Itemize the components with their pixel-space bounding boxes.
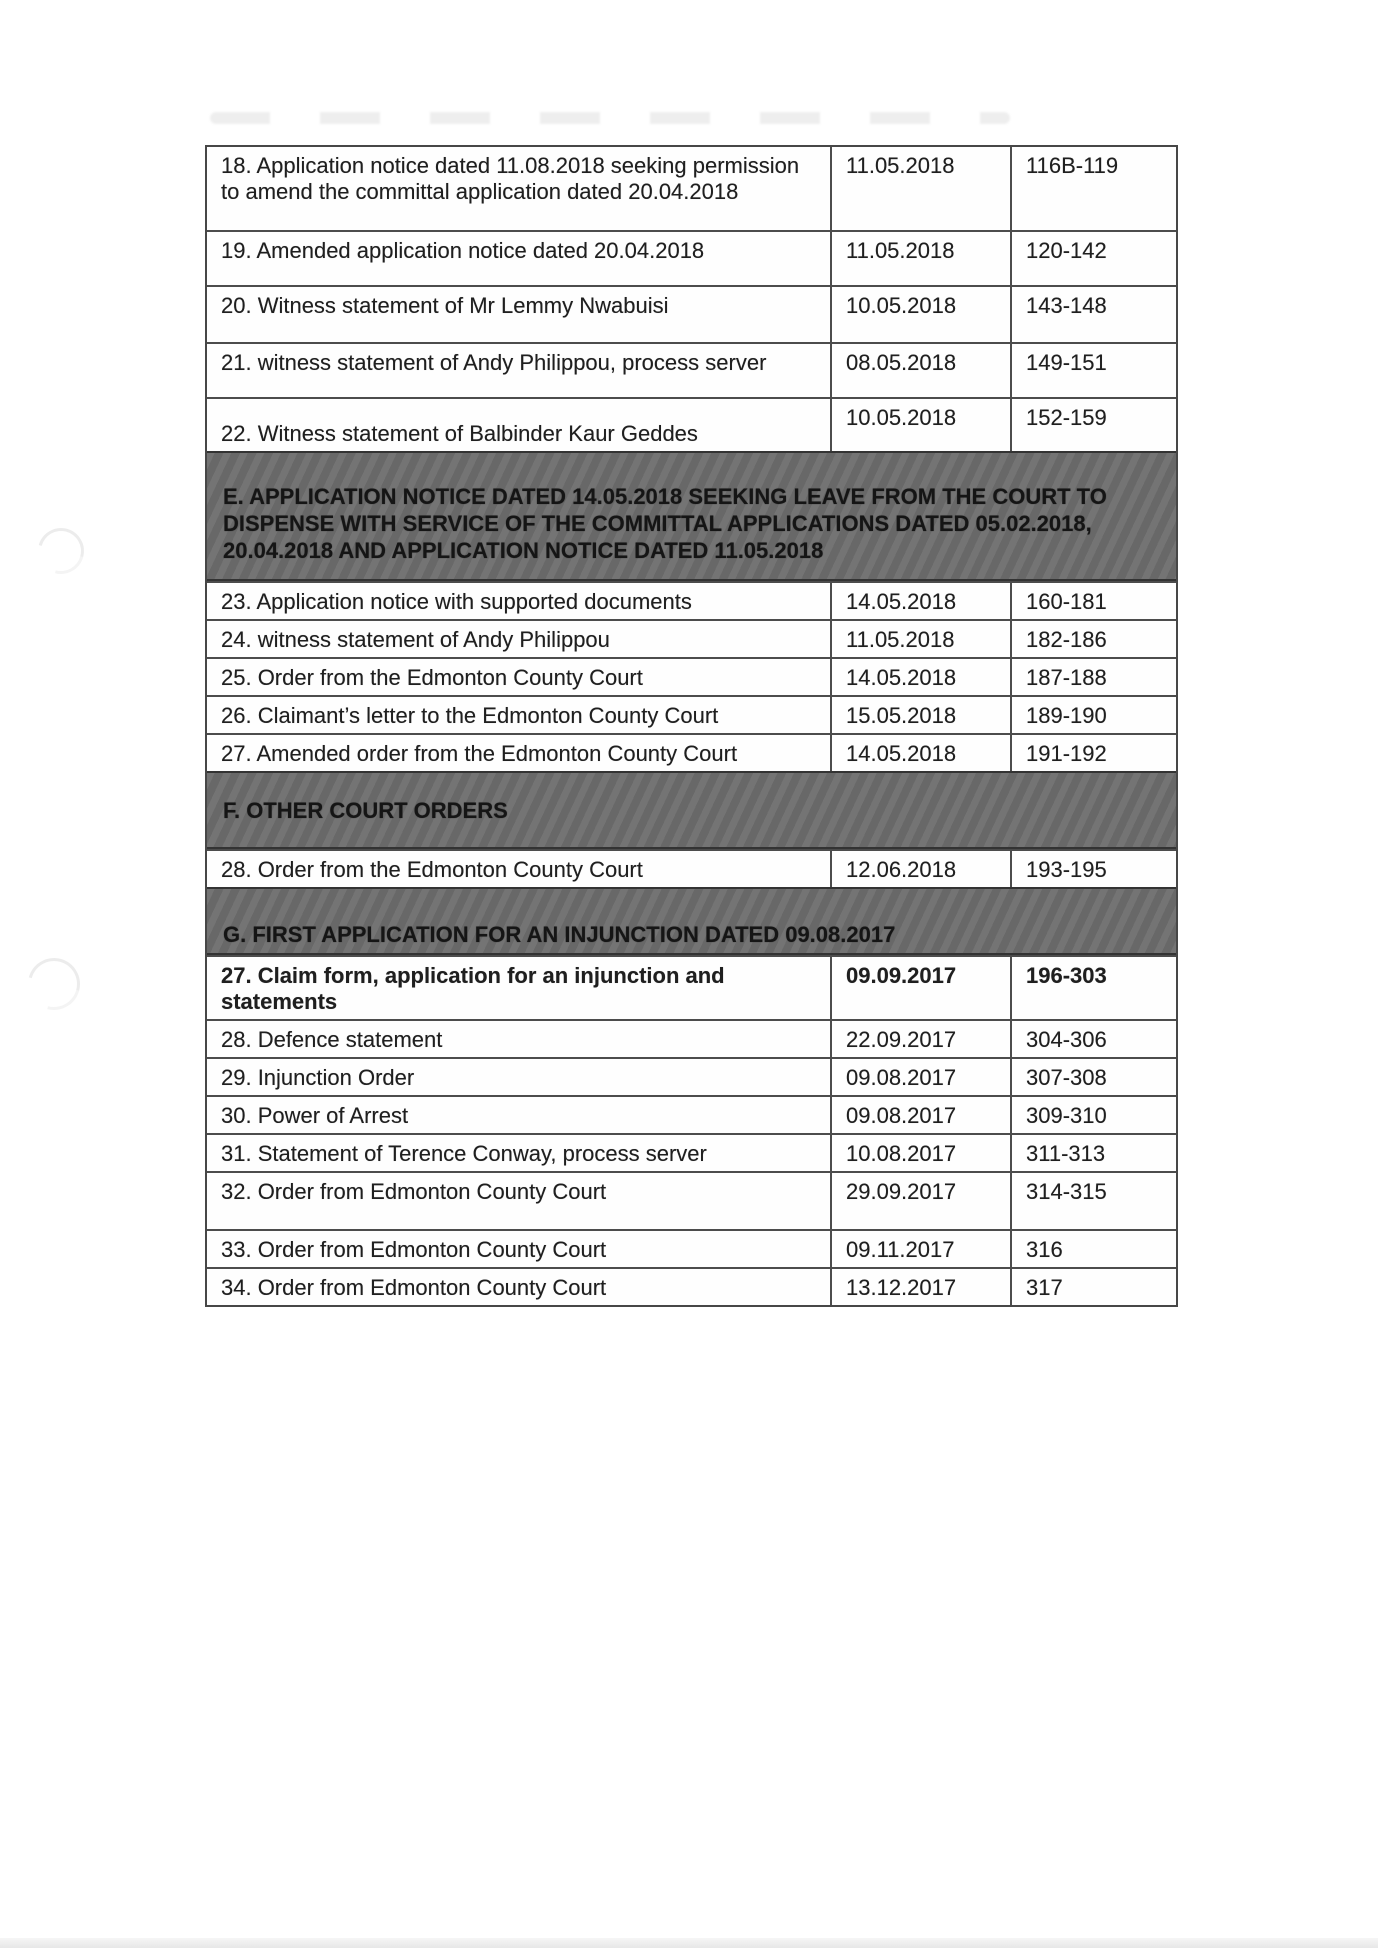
date-cell [832,659,1012,695]
date-cell [832,1269,1012,1305]
document-cell [207,147,832,230]
pages-cell [1012,1269,1176,1305]
document-cell-text: 33. Order from Edmonton County Court [221,1237,607,1262]
document-cell-text: 26. Claimant’s letter to the Edmonton County Court [221,703,719,728]
date-cell-text: 29.09.2017 [846,1179,957,1204]
document-cell [207,957,832,1019]
document-cell-text: 20. Witness statement of Mr Lemmy Nwabuisi [221,293,669,318]
date-cell [832,1231,1012,1267]
table-row [207,1267,1176,1305]
document-cell [207,1059,832,1095]
table-row [207,657,1176,695]
table-row [207,147,1176,230]
pages-cell-text: 316 [1026,1237,1063,1262]
pages-cell-text: 182-186 [1026,627,1107,652]
document-cell-text: 28. Defence statement [221,1027,443,1052]
document-cell-text: 25. Order from the Edmonton County Court [221,665,643,690]
document-cell-text: 22. Witness statement of Balbinder Kaur Geddes [221,421,698,446]
document-cell-text: 34. Order from Edmonton County Court [221,1275,607,1300]
date-cell-text: 14.05.2018 [846,741,957,766]
date-cell-text: 13.12.2017 [846,1275,957,1300]
document-cell [207,1097,832,1133]
table-row [207,695,1176,733]
date-cell-text: 09.11.2017 [846,1237,955,1262]
table-row [207,1057,1176,1095]
document-cell [207,1231,832,1267]
date-cell [832,735,1012,771]
document-cell-text: 31. Statement of Terence Conway, process server [221,1141,707,1166]
date-cell-text: 10.08.2017 [846,1141,957,1166]
pages-cell [1012,659,1176,695]
document-cell-text: 18. Application notice dated 11.08.2018 seeking permission to amend the committal application dated 20.04.2018 [221,153,800,204]
pages-cell-text: 311-313 [1026,1141,1106,1166]
date-cell [832,344,1012,397]
pages-cell [1012,735,1176,771]
date-cell [832,583,1012,619]
date-cell-text: 10.05.2018 [846,293,957,318]
date-cell [832,851,1012,887]
date-cell [832,621,1012,657]
table-row [207,1019,1176,1057]
date-cell [832,232,1012,285]
document-cell [207,851,832,887]
date-cell-text: 10.05.2018 [846,405,957,430]
table-row [207,733,1176,771]
table-row [207,1133,1176,1171]
document-cell-text: 21. witness statement of Andy Philippou, process server [221,350,767,375]
date-cell-text: 11.05.2018 [846,153,955,178]
pages-cell-text: 314-315 [1026,1179,1107,1204]
date-cell-text: 09.09.2017 [846,963,957,988]
pages-cell [1012,697,1176,733]
date-cell [832,287,1012,342]
pages-cell [1012,147,1176,230]
table-row [207,1229,1176,1267]
date-cell [832,399,1012,451]
pages-cell [1012,287,1176,342]
document-cell-text: 23. Application notice with supported documents [221,589,692,614]
document-cell-text: 30. Power of Arrest [221,1103,409,1128]
pages-cell-text: 187-188 [1026,665,1107,690]
date-cell [832,957,1012,1019]
document-cell-text: 19. Amended application notice dated 20.04.2018 [221,238,705,263]
pages-cell-text: 189-190 [1026,703,1107,728]
pages-cell [1012,583,1176,619]
document-cell [207,1135,832,1171]
document-cell [207,1269,832,1305]
pages-cell [1012,1059,1176,1095]
pages-cell-text: 160-181 [1026,589,1107,614]
date-cell-text: 08.05.2018 [846,350,957,375]
pages-cell-text: 143-148 [1026,293,1107,318]
table-row [207,285,1176,342]
document-cell-text: 24. witness statement of Andy Philippou [221,627,610,652]
pages-cell [1012,1021,1176,1057]
date-cell-text: 22.09.2017 [846,1027,957,1052]
table-row [207,1171,1176,1229]
document-index-table [205,145,1178,1307]
pages-cell [1012,344,1176,397]
date-cell-text: 15.05.2018 [846,703,957,728]
table-row [207,342,1176,397]
date-cell [832,697,1012,733]
binder-ring-artifact [30,520,93,583]
table-row [207,581,1176,619]
pages-cell-text: 149-151 [1026,350,1107,375]
document-cell [207,1021,832,1057]
pages-cell-text: 193-195 [1026,857,1107,882]
table-row [207,397,1176,451]
document-cell [207,287,832,342]
document-cell [207,344,832,397]
table-row [207,955,1176,1019]
document-cell [207,583,832,619]
scan-smudge-artifact [210,112,1010,124]
pages-cell-text: 191-192 [1026,741,1107,766]
document-cell-text: 29. Injunction Order [221,1065,415,1090]
date-cell-text: 09.08.2017 [846,1103,957,1128]
date-cell [832,1021,1012,1057]
pages-cell-text: 317 [1026,1275,1063,1300]
section-e-header: E. APPLICATION NOTICE DATED 14.05.2018 SEEKING LEAVE FROM THE COURT TO DISPENSE WITH SERVICE OF THE COMMITTAL APPLICATIONS DATED 05.02.2018, 20.04.2018 AND APPLICATION NOTICE DATED 11.05.2018 [207,451,1176,581]
table-row [207,849,1176,887]
pages-cell [1012,1231,1176,1267]
document-cell [207,659,832,695]
pages-cell-text: 116B-119 [1026,153,1119,178]
document-cell-text: 27. Amended order from the Edmonton County Court [221,741,738,766]
date-cell [832,1173,1012,1229]
pages-cell-text: 304-306 [1026,1027,1107,1052]
pages-cell [1012,957,1176,1019]
document-cell-text: 32. Order from Edmonton County Court [221,1179,607,1204]
pages-cell [1012,1135,1176,1171]
pages-cell-text: 152-159 [1026,405,1107,430]
pages-cell [1012,851,1176,887]
table-row [207,230,1176,285]
pages-cell-text: 120-142 [1026,238,1107,263]
date-cell-text: 11.05.2018 [846,238,955,263]
date-cell-text: 09.08.2017 [846,1065,957,1090]
table-row [207,619,1176,657]
binder-ring-artifact [18,948,89,1019]
document-cell-text: 27. Claim form, application for an injunction and statements [221,963,725,1014]
document-cell-text: 28. Order from the Edmonton County Court [221,857,643,882]
date-cell-text: 11.05.2018 [846,627,955,652]
document-cell [207,232,832,285]
pages-cell-text: 307-308 [1026,1065,1107,1090]
section-g-header: G. FIRST APPLICATION FOR AN INJUNCTION DATED 09.08.2017 [207,887,1176,955]
document-cell [207,399,832,451]
section-f-header: F. OTHER COURT ORDERS [207,771,1176,849]
pages-cell [1012,232,1176,285]
document-cell [207,697,832,733]
pages-cell-text: 309-310 [1026,1103,1107,1128]
pages-cell [1012,621,1176,657]
pages-cell-text: 196-303 [1026,963,1107,988]
date-cell-text: 12.06.2018 [846,857,957,882]
document-cell [207,1173,832,1229]
date-cell [832,1059,1012,1095]
pages-cell [1012,1173,1176,1229]
pages-cell [1012,1097,1176,1133]
document-cell [207,621,832,657]
date-cell [832,1097,1012,1133]
scanner-edge-artifact [0,1938,1378,1948]
document-cell [207,735,832,771]
date-cell-text: 14.05.2018 [846,665,957,690]
pages-cell [1012,399,1176,451]
date-cell [832,1135,1012,1171]
table-row [207,1095,1176,1133]
date-cell [832,147,1012,230]
date-cell-text: 14.05.2018 [846,589,957,614]
